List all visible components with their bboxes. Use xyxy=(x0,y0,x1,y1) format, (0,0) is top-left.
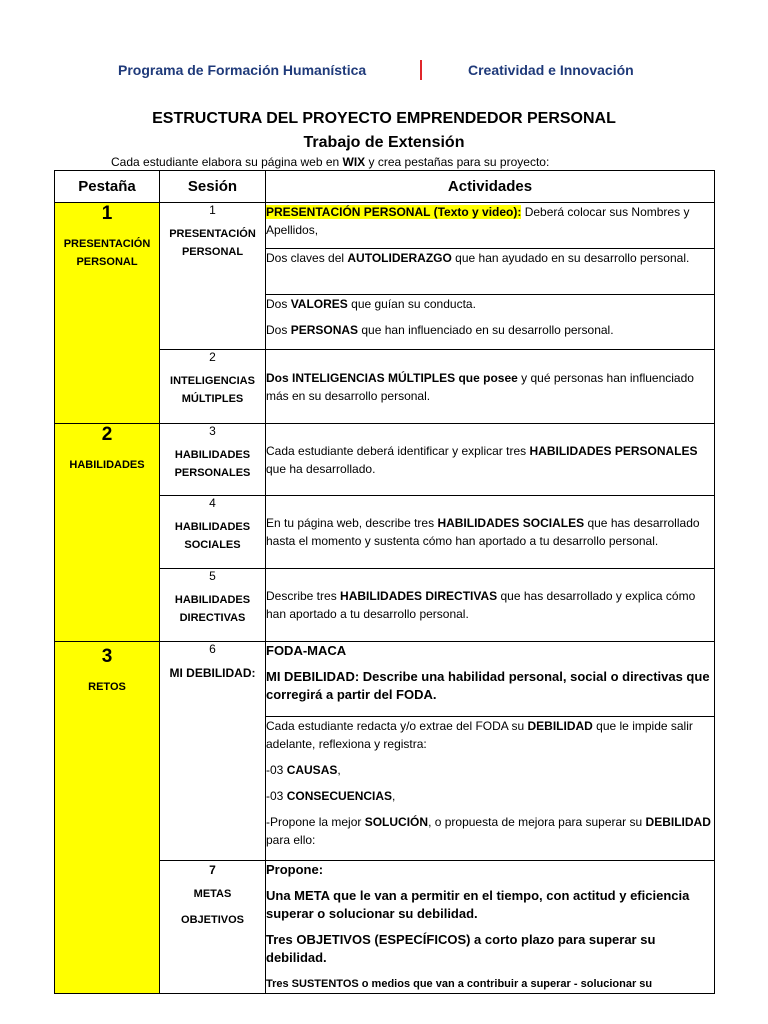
activity-cell: Propone: Una META que le van a permitir en el tiempo, con actitud y eficiencia superar o solucionar su debilidad. Tres OBJETIVOS (ESPECÍFICOS) a corto plazo para superar su debilidad. Tres SUSTENTOS o medios que van a contribuir a superar - solucionar su xyxy=(266,861,715,994)
activity-cell: En tu página web, describe tres HABILIDADES SOCIALES que has desarrollado hasta el momento y sustenta cómo han aportado a tu desarrollo personal. xyxy=(266,496,715,569)
table-header-row xyxy=(55,171,715,203)
activity-cell: PRESENTACIÓN PERSONAL (Texto y video): Deberá colocar sus Nombres y Apellidos, xyxy=(266,203,715,249)
activity-cell: Cada estudiante redacta y/o extrae del FODA su DEBILIDAD que le impide salir adelante, reflexiona y registra: -03 CAUSAS, -03 CONSECUENCIAS, -Propone la mejor SOLUCIÓN, o propuesta de mejora para superar su DEBILIDAD para ello: xyxy=(266,717,715,861)
session-cell-2: 2 INTELIGENCIAS MÚLTIPLES xyxy=(160,350,266,424)
tab-label: HABILIDADES xyxy=(69,459,145,471)
activity-cell: Dos INTELIGENCIAS MÚLTIPLES que posee y qué personas han influenciado más en su desarrollo personal. xyxy=(266,350,715,424)
tab-label: PRESENTACIÓN PERSONAL xyxy=(63,238,151,268)
header-pestana: Pestaña xyxy=(55,171,160,203)
header-divider xyxy=(420,60,422,80)
course-name: Creatividad e Innovación xyxy=(468,62,634,78)
activity-cell: FODA-MACA MI DEBILIDAD: Describe una habilidad personal, social o directivas que corregirá a partir del FODA. xyxy=(266,642,715,717)
tab-cell-1 xyxy=(55,203,160,424)
tab-number: 1 xyxy=(101,203,113,224)
session-cell-5: 5 HABILIDADES DIRECTIVAS xyxy=(160,569,266,642)
tab-cell-2 xyxy=(55,424,160,642)
session-cell-4: 4 HABILIDADES SOCIALES xyxy=(160,496,266,569)
header-actividades: Actividades xyxy=(266,171,715,203)
table-row xyxy=(55,424,715,496)
table-row xyxy=(55,642,715,717)
session-cell-1: 1 PRESENTACIÓN PERSONAL xyxy=(160,203,266,350)
document-subtitle: Trabajo de Extensión xyxy=(303,134,465,151)
tab-cell-3 xyxy=(55,642,160,994)
program-name: Programa de Formación Humanística xyxy=(118,62,367,78)
activity-cell: Dos claves del AUTOLIDERAZGO que han ayudado en su desarrollo personal. xyxy=(266,249,715,295)
session-cell-7: 7 METAS OBJETIVOS xyxy=(160,861,266,994)
document-title: ESTRUCTURA DEL PROYECTO EMPRENDEDOR PERSONAL xyxy=(152,110,616,127)
project-structure-table xyxy=(54,170,715,994)
page-header xyxy=(0,60,768,84)
tab-number: 3 xyxy=(101,646,113,667)
session-cell-3: 3 HABILIDADES PERSONALES xyxy=(160,424,266,496)
tab-number: 2 xyxy=(101,424,113,445)
tab-label: RETOS xyxy=(88,681,126,693)
intro-text: Cada estudiante elabora su página web en WIX y crea pestañas para su proyecto: xyxy=(111,155,550,169)
session-cell-6: 6 MI DEBILIDAD: xyxy=(160,642,266,861)
table-row xyxy=(55,203,715,249)
activity-cell: Cada estudiante deberá identificar y explicar tres HABILIDADES PERSONALES que ha desarrollado. xyxy=(266,424,715,496)
activity-cell: Dos VALORES que guían su conducta. Dos PERSONAS que han influenciado en su desarrollo personal. xyxy=(266,295,715,350)
header-sesion: Sesión xyxy=(160,171,266,203)
activity-cell: Describe tres HABILIDADES DIRECTIVAS que has desarrollado y explica cómo han aportado a tu desarrollo personal. xyxy=(266,569,715,642)
